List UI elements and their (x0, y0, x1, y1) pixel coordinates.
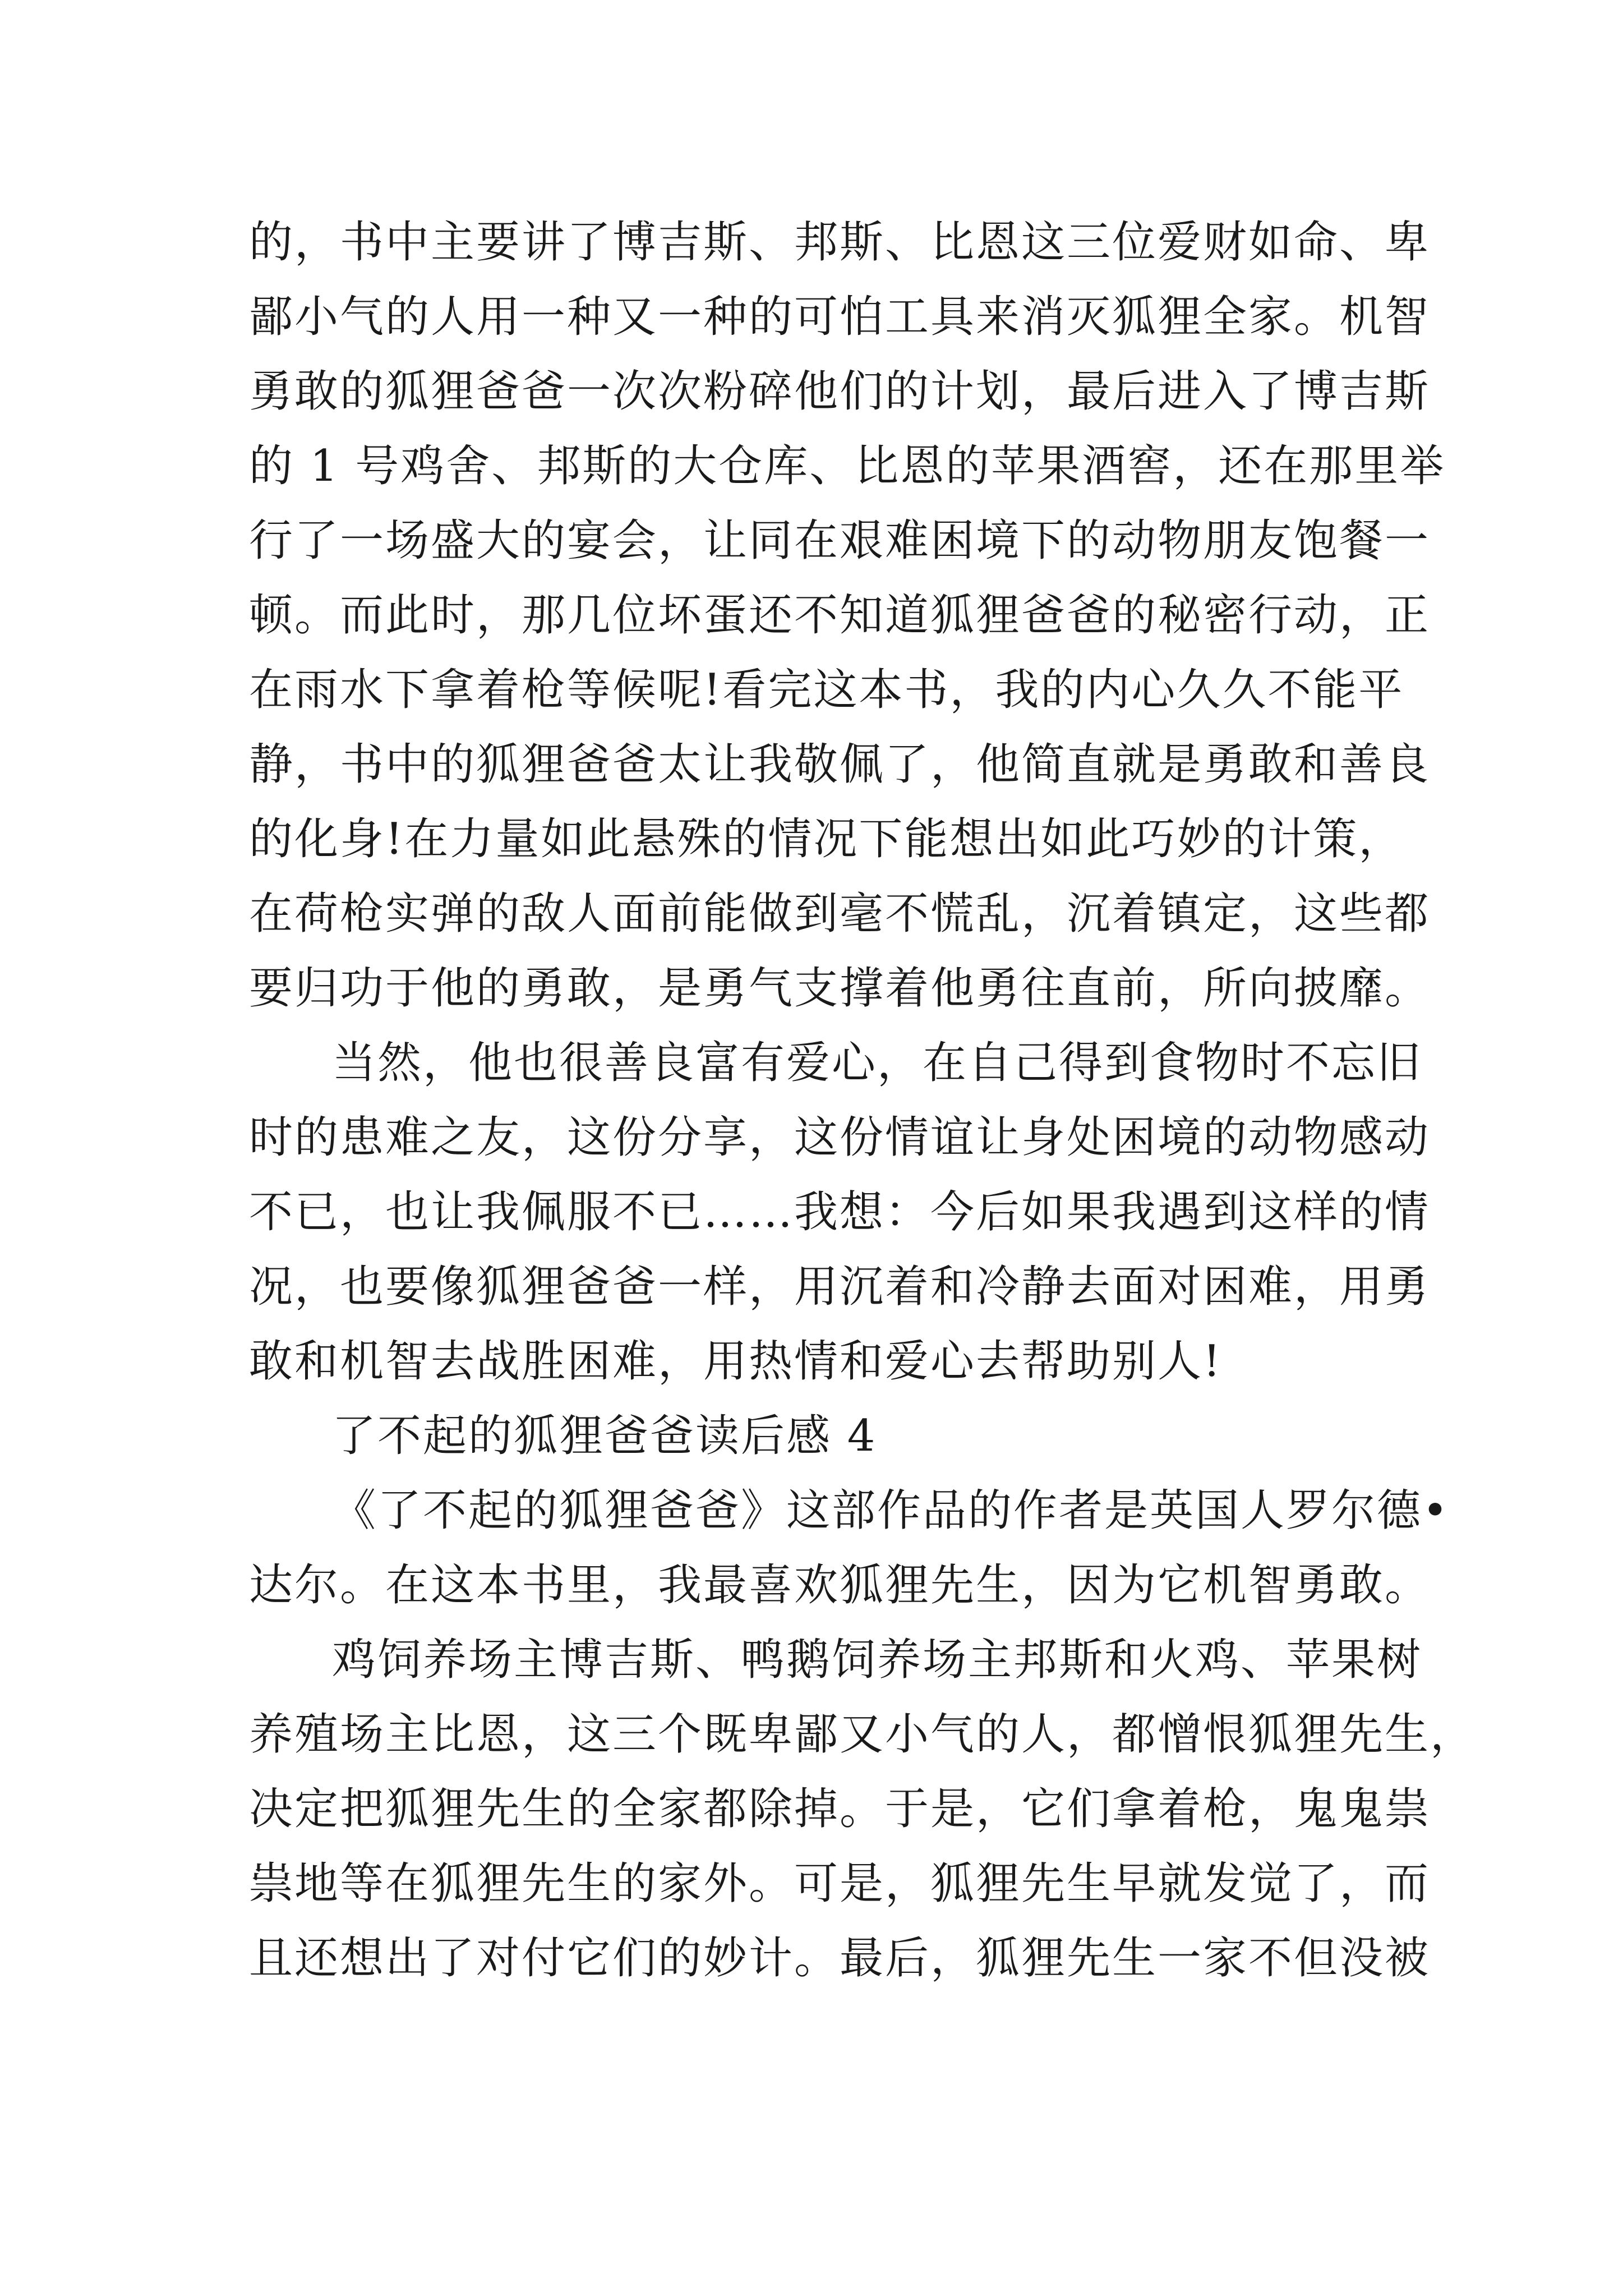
paragraph-line: 顿。而此时，那几位坏蛋还不知道狐狸爸爸的秘密行动，正 (249, 590, 1431, 641)
paragraph-line: 况，也要像狐狸爸爸一样，用沉着和冷静去面对困难，用勇 (249, 1262, 1431, 1312)
paragraph-line: 养殖场主比恩，这三个既卑鄙又小气的人，都憎恨狐狸先生， (249, 1709, 1476, 1760)
paragraph-line: 决定把狐狸先生的全家都除掉。于是，它们拿着枪，鬼鬼祟 (249, 1784, 1431, 1834)
paragraph-line: 鄙小气的人用一种又一种的可怕工具来消灭狐狸全家。机智 (249, 292, 1431, 342)
section-heading: 了不起的狐狸爸爸读后感 4 (332, 1411, 877, 1461)
paragraph-line: 敢和机智去战胜困难，用热情和爱心去帮助别人! (249, 1336, 1223, 1387)
paragraph-line: 不已，也让我佩服不已……我想：今后如果我遇到这样的情 (249, 1187, 1431, 1237)
paragraph-first-line: 鸡饲养场主博吉斯、鸭鹅饲养场主邦斯和火鸡、苹果树 (332, 1635, 1423, 1685)
paragraph-line: 行了一场盛大的宴会，让同在艰难困境下的动物朋友饱餐一 (249, 516, 1431, 566)
document-body (249, 205, 1476, 1996)
paragraph-line: 的，书中主要讲了博吉斯、邦斯、比恩这三位爱财如命、卑 (249, 217, 1431, 268)
paragraph-line: 的 1 号鸡舍、邦斯的大仓库、比恩的苹果酒窖，还在那里举 (249, 441, 1446, 491)
paragraph-line: 要归功于他的勇敢，是勇气支撑着他勇往直前，所向披靡。 (249, 963, 1431, 1014)
paragraph-line: 的化身!在力量如此悬殊的情况下能想出如此巧妙的计策， (249, 814, 1404, 864)
paragraph-line: 时的患难之友，这份分享，这份情谊让身处困境的动物感动 (249, 1112, 1431, 1163)
paragraph-line: 祟地等在狐狸先生的家外。可是，狐狸先生早就发觉了，而 (249, 1858, 1431, 1909)
paragraph-line: 且还想出了对付它们的妙计。最后，狐狸先生一家不但没被 (249, 1933, 1431, 1984)
paragraph-line: 在雨水下拿着枪等候呢!看完这本书，我的内心久久不能平 (249, 665, 1404, 715)
paragraph-line: 在荷枪实弹的敌人面前能做到毫不慌乱，沉着镇定，这些都 (249, 889, 1431, 939)
paragraph-line: 静，书中的狐狸爸爸太让我敬佩了，他简直就是勇敢和善良 (249, 739, 1431, 790)
paragraph-first-line: 当然，他也很善良富有爱心，在自己得到食物时不忘旧 (332, 1038, 1423, 1088)
paragraph-line: 勇敢的狐狸爸爸一次次粉碎他们的计划，最后进入了博吉斯 (249, 366, 1431, 417)
paragraph-first-line: 《了不起的狐狸爸爸》这部作品的作者是英国人罗尔德• (332, 1485, 1450, 1536)
paragraph-line: 达尔。在这本书里，我最喜欢狐狸先生，因为它机智勇敢。 (249, 1560, 1431, 1611)
